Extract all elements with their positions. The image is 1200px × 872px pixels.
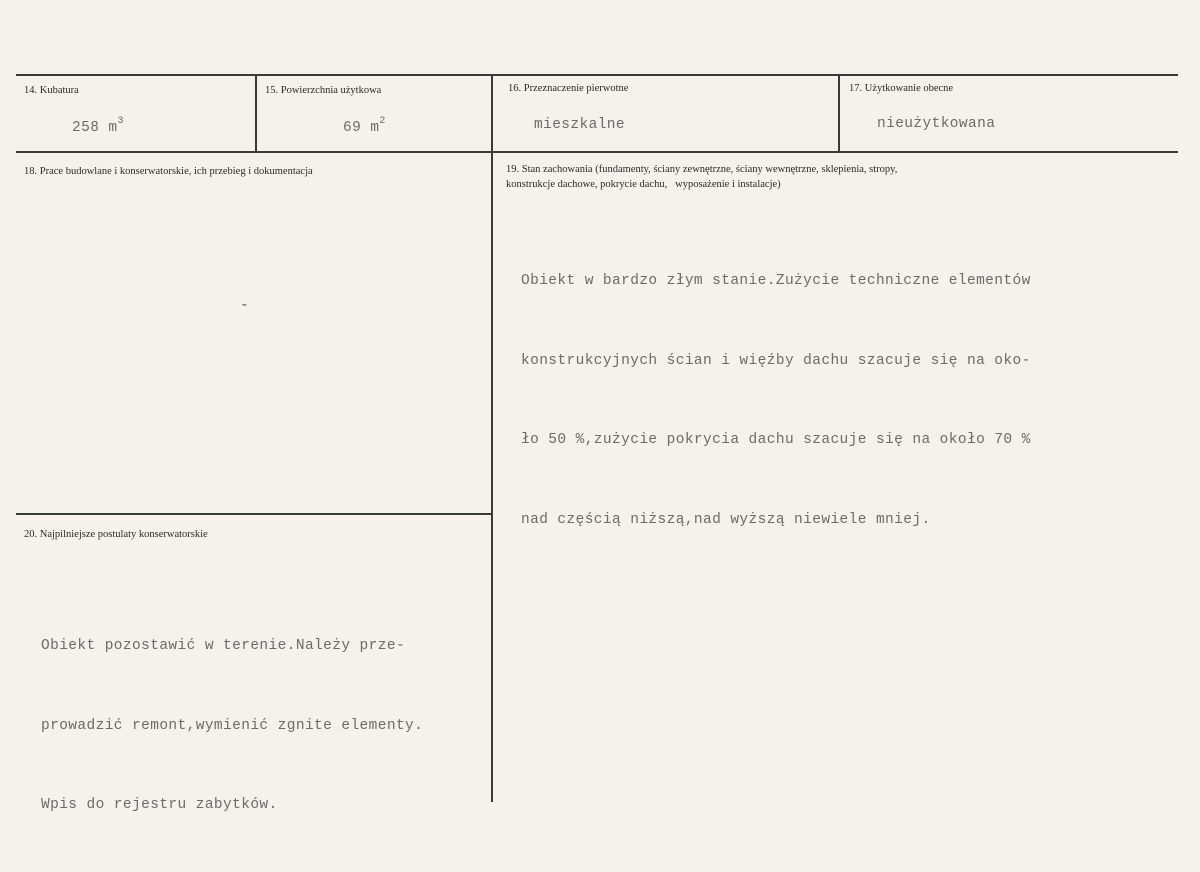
stan-label-line-2: konstrukcje dachowe, pokrycie dachu, wyposażenie i instalacje): [506, 179, 781, 190]
top-rule: [16, 74, 1178, 76]
powierzchnia-value-text: 69 m: [343, 120, 380, 136]
stan-line-2: konstrukcyjnych ścian i więźby dachu szacuje się na oko-: [521, 352, 1031, 369]
powierzchnia-label: 15. Powierzchnia użytkowa: [265, 85, 382, 96]
stan-label: [506, 162, 1166, 192]
col-divider-2: [491, 75, 493, 802]
row-divider-2: [16, 513, 492, 515]
powierzchnia-exponent: 2: [379, 116, 386, 127]
uzytkowanie-value: nieużytkowana: [877, 116, 996, 132]
postulaty-line-2: prowadzić remont,wymienić zgnite elementy.: [41, 717, 424, 734]
postulaty-line-3: Wpis do rejestru zabytków.: [41, 797, 278, 813]
kubatura-label: 14. Kubatura: [24, 85, 79, 96]
uzytkowanie-label: 17. Użytkowanie obecne: [849, 83, 954, 94]
prace-value: -: [240, 298, 250, 314]
przeznaczenie-label: 16. Przeznaczenie pierwotne: [508, 83, 629, 94]
kubatura-exponent: 3: [117, 116, 124, 127]
stan-text: [521, 215, 1031, 586]
stan-line-3: ło 50 %,zużycie pokrycia dachu szacuje się na około 70 %: [521, 432, 1031, 448]
stan-line-4: nad częścią niższą,nad wyższą niewiele mniej.: [521, 511, 931, 528]
powierzchnia-value: [343, 116, 386, 136]
prace-label: 18. Prace budowlane i konserwatorskie, ich przebieg i dokumentacja: [24, 166, 313, 177]
stan-line-1: Obiekt w bardzo złym stanie.Zużycie techniczne elementów: [521, 273, 1031, 289]
kubatura-value: [72, 116, 124, 136]
przeznaczenie-value: mieszkalne: [534, 117, 626, 133]
postulaty-text: [41, 580, 423, 872]
row-divider-1: [16, 151, 1178, 153]
postulaty-label: 20. Najpilniejsze postulaty konserwatorskie: [24, 529, 208, 540]
col-divider-3: [838, 75, 840, 152]
col-divider-1: [255, 75, 257, 152]
postulaty-line-1: Obiekt pozostawić w terenie.Należy prze-: [41, 638, 406, 654]
kubatura-value-text: 258 m: [72, 120, 118, 136]
stan-label-line-1: 19. Stan zachowania (fundamenty, ściany zewnętrzne, ściany wewnętrzne, sklepienia, stropy,: [506, 164, 898, 175]
